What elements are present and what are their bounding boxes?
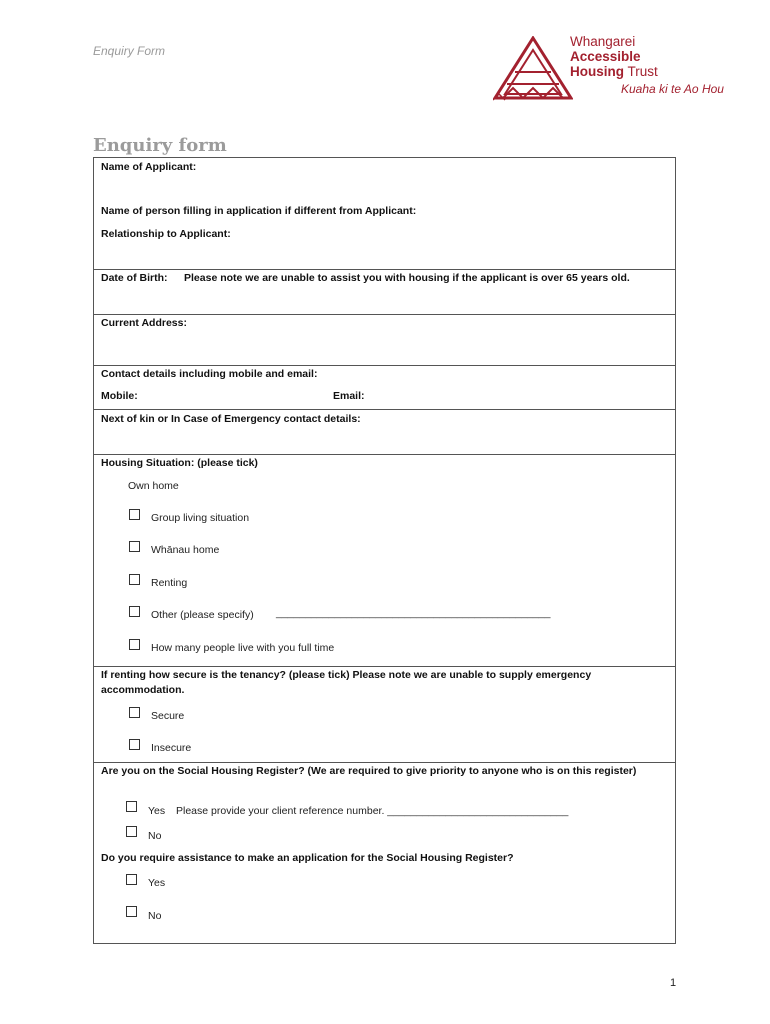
divider [94,666,675,667]
logo-line-trust: Trust [624,64,658,79]
checkbox-assistance-no[interactable] [126,906,137,917]
divider [94,365,675,366]
register-option-yes: Yes [148,805,166,817]
contact-details-label: Contact details including mobile and email: [101,368,318,380]
page-number: 1 [670,977,677,989]
email-label: Email: [333,390,365,402]
checkbox-secure[interactable] [129,707,140,718]
checkbox-insecure[interactable] [129,739,140,750]
dob-label: Date of Birth: [101,272,168,284]
housing-option-whanau-home: Whānau home [151,544,220,556]
housing-option-people-count: How many people live with you full time [151,642,335,654]
checkbox-register-no[interactable] [126,826,137,837]
current-address-label: Current Address: [101,317,187,329]
housing-situation-label: Housing Situation: (please tick) [101,457,258,469]
checkbox-group-living[interactable] [129,509,140,520]
house-roof-logo-icon [493,36,573,102]
divider [94,409,675,410]
housing-option-own-home: Own home [128,480,179,492]
assistance-option-yes: Yes [148,877,166,889]
checkbox-renting[interactable] [129,574,140,585]
divider [94,314,675,315]
tenancy-security-label: If renting how secure is the tenancy? (please tick) Please note we are unable to supply emergency accommodation. [101,669,592,696]
next-of-kin-label: Next of kin or In Case of Emergency contact details: [101,413,361,425]
mobile-label: Mobile: [101,390,138,402]
other-specify-line[interactable]: _______________________________________________ [276,607,551,619]
checkbox-whanau-home[interactable] [129,541,140,552]
divider [94,762,675,763]
checkbox-people-count[interactable] [129,639,140,650]
checkbox-assistance-yes[interactable] [126,874,137,885]
logo-line-whangarei: Whangarei [570,34,636,49]
register-option-no: No [148,830,162,842]
housing-option-group-living: Group living situation [151,512,250,524]
tenancy-option-secure: Secure [151,710,185,722]
assistance-option-no: No [148,910,162,922]
divider [94,269,675,270]
filler-name-label: Name of person filling in application if different from Applicant: [101,205,417,217]
assistance-question-label: Do you require assistance to make an application for the Social Housing Register? [101,852,514,864]
dob-note: Please note we are unable to assist you with housing if the applicant is over 65 years old. [184,272,630,284]
checkbox-other[interactable] [129,606,140,617]
logo-tagline: Kuaha ki te Ao Hou [621,82,724,96]
social-housing-register-label: Are you on the Social Housing Register? (We are required to give priority to anyone who is on this register) [101,765,637,777]
checkbox-register-yes[interactable] [126,801,137,812]
relationship-label: Relationship to Applicant: [101,228,231,240]
header-note: Enquiry Form [93,44,166,58]
enquiry-form [93,157,676,944]
tenancy-option-insecure: Insecure [151,742,192,754]
form-title: Enquiry form [93,135,227,156]
logo-line-accessible: Accessible [570,49,641,64]
housing-option-other: Other (please specify) [151,609,254,621]
housing-option-renting: Renting [151,577,188,589]
name-of-applicant-label: Name of Applicant: [101,161,197,173]
logo-line-housing: Housing [570,64,624,79]
divider [94,454,675,455]
client-reference-prompt[interactable]: Please provide your client reference number. _______________________________ [176,805,569,817]
organisation-logo [493,30,743,105]
